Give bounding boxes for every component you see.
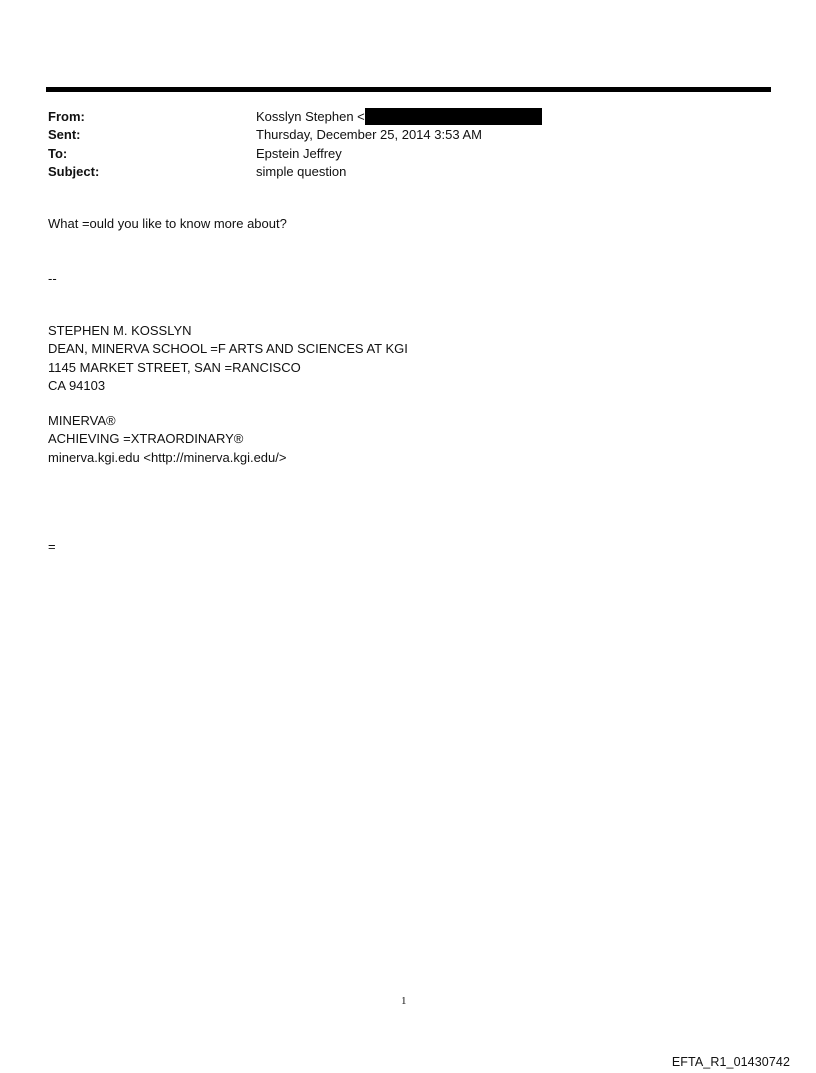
from-label: From: xyxy=(48,109,85,124)
redaction-box xyxy=(365,108,542,125)
from-value xyxy=(256,108,768,126)
signature-separator: -- xyxy=(48,271,57,286)
signature-block xyxy=(48,322,408,395)
subject-label: Subject: xyxy=(48,163,100,179)
website-link[interactable]: minerva.kgi.edu <http://minerva.kgi.edu/> xyxy=(48,449,287,465)
email-header xyxy=(48,108,768,181)
from-sender: Kosslyn Stephen < xyxy=(256,109,365,124)
signature-address-line2: CA 94103 xyxy=(48,377,106,393)
to-row xyxy=(48,145,768,163)
signature-title: DEAN, MINERVA SCHOOL =F ARTS AND SCIENCES AT KGI xyxy=(48,341,408,357)
brand-name: MINERVA® xyxy=(48,413,116,428)
subject-value: simple question xyxy=(256,163,347,179)
brand-block xyxy=(48,412,286,467)
to-label: To: xyxy=(48,145,68,161)
bates-number: EFTA_R1_01430742 xyxy=(671,1055,790,1069)
sent-value: Thursday, December 25, 2014 3:53 AM xyxy=(256,127,482,143)
subject-row xyxy=(48,163,768,181)
signature-address-line1: 1145 MARKET STREET, SAN =RANCISCO xyxy=(48,359,301,375)
trailing-mark: = xyxy=(48,539,56,554)
sent-row xyxy=(48,126,768,144)
header-divider xyxy=(46,87,771,92)
to-value: Epstein Jeffrey xyxy=(256,145,342,161)
message-question: What =ould you like to know more about? xyxy=(48,216,287,231)
from-row xyxy=(48,108,768,126)
signature-name: STEPHEN M. KOSSLYN xyxy=(48,323,192,338)
brand-tagline: ACHIEVING =XTRAORDINARY® xyxy=(48,431,244,447)
page-number: 1 xyxy=(401,995,407,1007)
sent-label: Sent: xyxy=(48,127,81,143)
